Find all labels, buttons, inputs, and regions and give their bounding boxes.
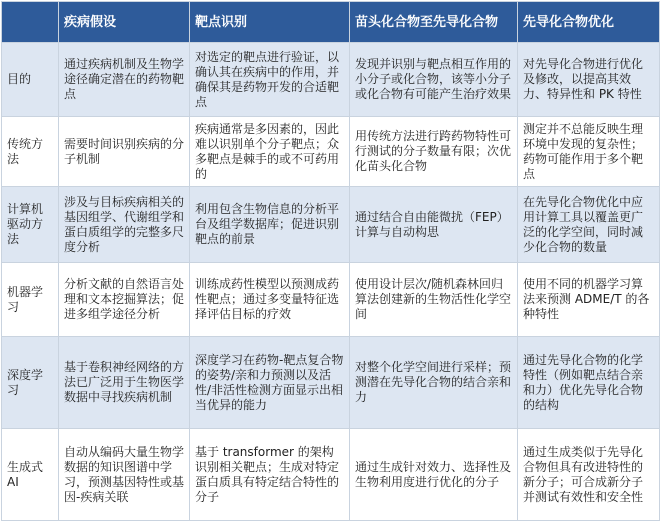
table-cell: 深度学习在药物-靶点复合物的姿势/亲和力预测以及活性/非活性检测方面显示出相当优异的能力 xyxy=(190,337,350,429)
table-cell: 涉及与目标疾病相关的基因组学、代谢组学和蛋白质组学的完整多尺度分析 xyxy=(59,187,190,263)
table-cell: 基于卷积神经网络的方法已广泛用于生物医学数据中寻找疾病机制 xyxy=(59,337,190,429)
table-cell: 对先导化合物进行优化及修改，以提高其效力、特异性和 PK 特性 xyxy=(518,43,660,117)
table-cell: 通过先导化合物的化学特性（例如靶点结合亲和力）优化先导化合物的结构 xyxy=(518,337,660,429)
table-row xyxy=(2,187,660,263)
row-header: 计算机驱动方法 xyxy=(2,187,59,263)
table-cell: 使用设计层次/随机森林回归算法创建新的生物活性化学空间 xyxy=(350,263,518,337)
header-cell-disease-hypothesis: 疾病假设 xyxy=(59,2,190,43)
table-cell: 测定并不总能反映生理环境中发现的复杂性；药物可能作用于多个靶点 xyxy=(518,117,660,187)
header-row xyxy=(2,2,660,43)
table-cell: 分析文献的自然语言处理和文本挖掘算法；促进多组学途径分析 xyxy=(59,263,190,337)
header-cell-target-identification: 靶点识别 xyxy=(190,2,350,43)
table-cell: 训练成药性模型以预测成药性靶点；通过多变量特征选择评估目标的疗效 xyxy=(190,263,350,337)
table-cell: 使用不同的机器学习算法来预测 ADME/T 的各种特性 xyxy=(518,263,660,337)
row-header: 深度学习 xyxy=(2,337,59,429)
table-cell: 通过结合自由能微扰（FEP）计算与自动构思 xyxy=(350,187,518,263)
table-cell: 发现并识别与靶点相互作用的小分子或化合物，该等小分子或化合物有可能产生治疗效果 xyxy=(350,43,518,117)
table-row xyxy=(2,337,660,429)
table-row xyxy=(2,117,660,187)
table-cell: 在先导化合物优化中应用计算工具以覆盖更广泛的化学空间，同时减少化合物的数量 xyxy=(518,187,660,263)
table-row xyxy=(2,429,660,521)
row-header: 机器学习 xyxy=(2,263,59,337)
row-header: 生成式 AI xyxy=(2,429,59,521)
header-cell-hit-to-lead: 苗头化合物至先导化合物 xyxy=(350,2,518,43)
table-row xyxy=(2,263,660,337)
table-cell: 通过生成类似于先导化合物但具有改进特性的新分子；可合成新分子并测试有效性和安全性 xyxy=(518,429,660,521)
table-cell: 通过生成针对效力、选择性及生物利用度进行优化的分子 xyxy=(350,429,518,521)
table-cell: 基于 transformer 的架构识别相关靶点；生成对特定蛋白质具有特定结合特性的分子 xyxy=(190,429,350,521)
table-cell: 自动从编码大量生物学数据的知识图谱中学习，预测基因特性或基因-疾病关联 xyxy=(59,429,190,521)
table-cell: 疾病通常是多因素的，因此难以识别单个分子靶点；众多靶点是棘手的或不可药用的 xyxy=(190,117,350,187)
comparison-table xyxy=(1,1,660,521)
row-header: 传统方法 xyxy=(2,117,59,187)
table-cell: 对选定的靶点进行验证，以确认其在疾病中的作用，并确保其是药物开发的合适靶点 xyxy=(190,43,350,117)
header-cell-lead-optimization: 先导化合物优化 xyxy=(518,2,660,43)
table-cell: 需要时间识别疾病的分子机制 xyxy=(59,117,190,187)
header-cell-corner xyxy=(2,2,59,43)
table-cell: 利用包含生物信息的分析平台及组学数据库；促进识别靶点的前景 xyxy=(190,187,350,263)
row-header: 目的 xyxy=(2,43,59,117)
table-cell: 对整个化学空间进行采样；预测潜在先导化合物的结合亲和力 xyxy=(350,337,518,429)
table-cell: 用传统方法进行跨药物特性可行测试的分子数量有限；次优化苗头化合物 xyxy=(350,117,518,187)
table-cell: 通过疾病机制及生物学途径确定潜在的药物靶点 xyxy=(59,43,190,117)
table-row xyxy=(2,43,660,117)
